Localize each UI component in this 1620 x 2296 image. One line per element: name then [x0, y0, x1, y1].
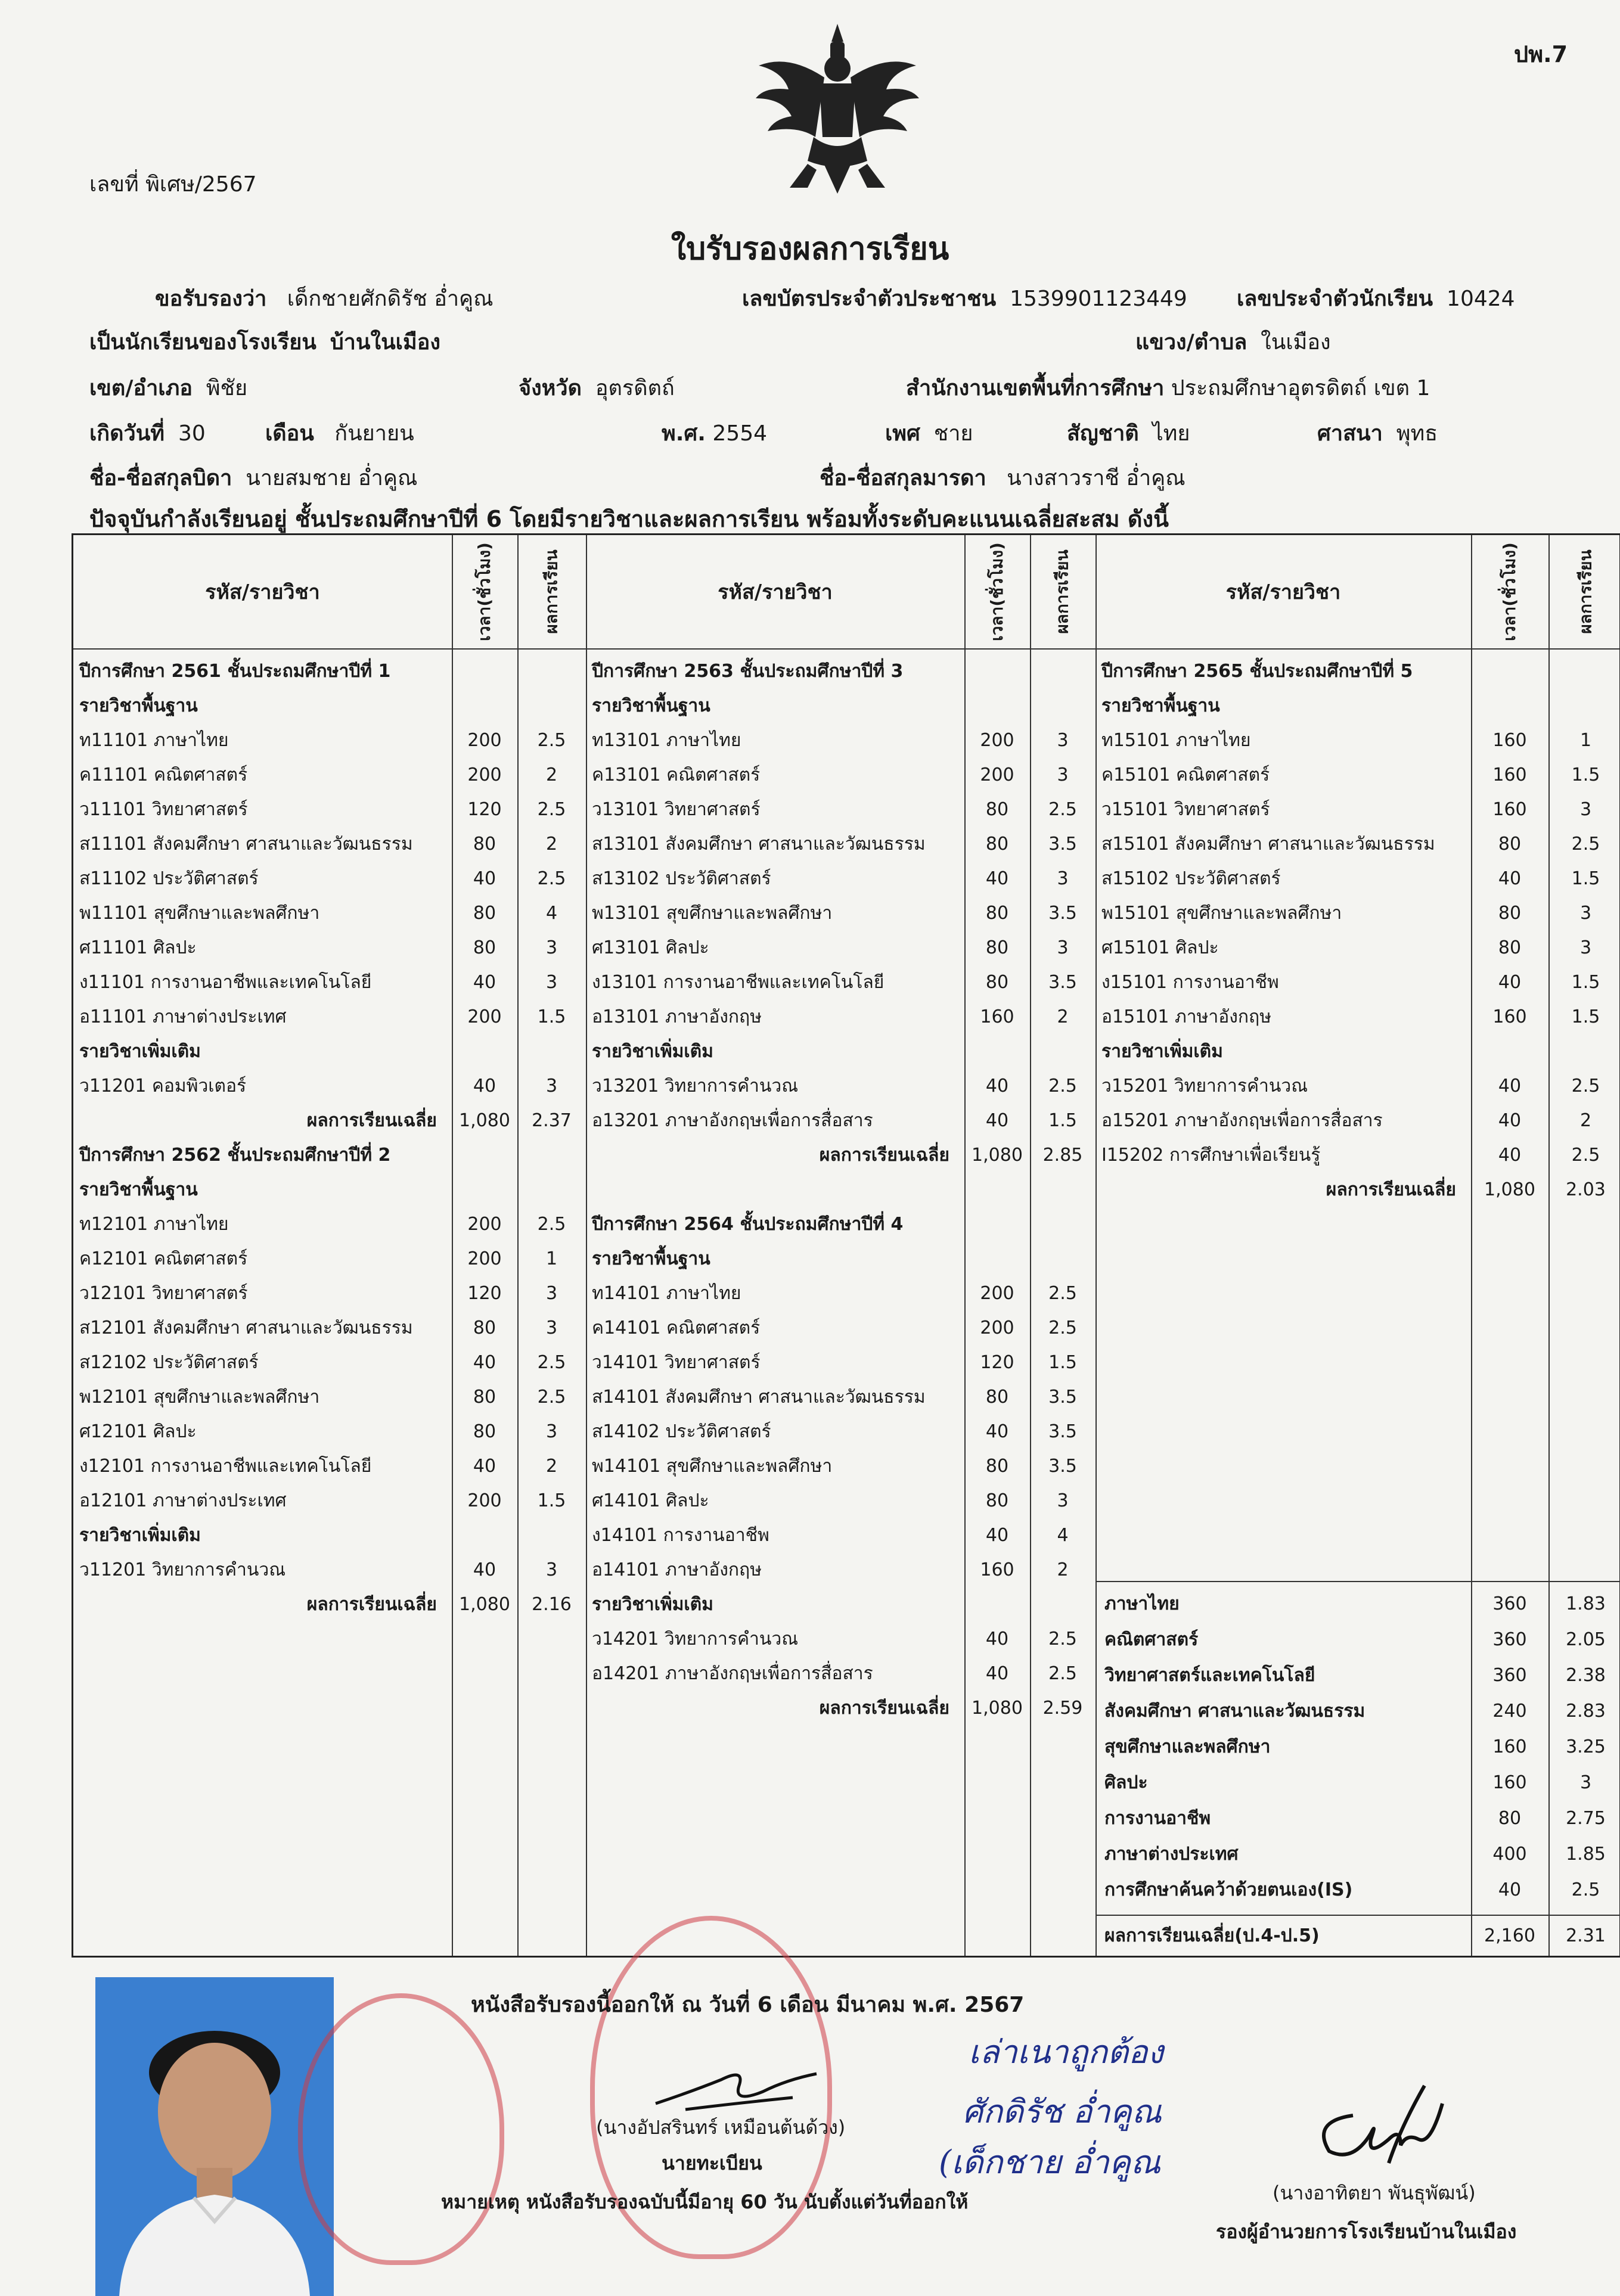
- area-hours: 240: [1492, 1701, 1527, 1722]
- subject-name: ศ15101 ศิลปะ: [1101, 937, 1219, 958]
- subject-hours: 200: [467, 1248, 502, 1269]
- subject-grade: 3.5: [1048, 1387, 1077, 1408]
- subject-grade: 3: [1579, 937, 1592, 958]
- subject-hours: 40: [1498, 868, 1522, 889]
- header-subject-1: รหัส/รายวิชา: [205, 580, 320, 604]
- subject-name: ส12102 ประวัติศาสตร์: [79, 1352, 259, 1373]
- subject-name: อ13201 ภาษาอังกฤษเพื่อการสื่อสาร: [592, 1110, 873, 1131]
- subject-name: อ14201 ภาษาอังกฤษเพื่อการสื่อสาร: [592, 1663, 873, 1684]
- subject-hours: 200: [980, 730, 1014, 751]
- year-average-label: ผลการเรียนเฉลี่ย: [306, 1110, 437, 1131]
- subject-grade: 3: [545, 937, 558, 958]
- subject-hours: 40: [1498, 1076, 1522, 1096]
- subject-hours: 80: [985, 799, 1009, 820]
- subject-grade: 3.5: [1048, 972, 1077, 993]
- section-heading: ปีการศึกษา 2563 ชั้นประถมศึกษาปีที่ 3: [592, 661, 904, 682]
- area-hours: 360: [1492, 1665, 1527, 1686]
- header-hours-2: เวลา(ชั่วโมง): [987, 542, 1007, 641]
- area-hours: 360: [1492, 1629, 1527, 1650]
- subject-name: ว14101 วิทยาศาสตร์: [592, 1352, 761, 1373]
- subject-grade: 1.5: [1048, 1110, 1077, 1131]
- school-line: เป็นนักเรียนของโรงเรียน บ้านในเมือง: [89, 330, 440, 355]
- area-name: สุขศึกษาและพลศึกษา: [1104, 1736, 1271, 1757]
- form-code: ปพ.7: [1514, 41, 1568, 67]
- subject-grade: 1.5: [1571, 868, 1600, 889]
- father-name: นายสมชาย อ่ำคูณ: [246, 466, 418, 490]
- student-number: 10424: [1447, 287, 1515, 311]
- subject-name: พ14101 สุขศึกษาและพลศึกษา: [592, 1456, 833, 1477]
- student-name: เด็กชายศักดิรัช อ่ำคูณ: [287, 287, 494, 311]
- section-heading: รายวิชาเพิ่มเติม: [592, 1594, 713, 1615]
- section-heading: รายวิชาพื้นฐาน: [592, 695, 710, 716]
- mother-line: ชื่อ-ชื่อสกุลมารดา นางสาวราชี อ่ำคูณ: [820, 466, 1185, 490]
- subject-grade: 2.5: [537, 1214, 566, 1235]
- registrar-title: นายทะเบียน: [662, 2152, 762, 2174]
- subject-name: อ14101 ภาษาอังกฤษ: [592, 1559, 762, 1580]
- section-heading: ปีการศึกษา 2565 ชั้นประถมศึกษาปีที่ 5: [1101, 661, 1413, 682]
- subject-grade: 1: [1579, 730, 1592, 751]
- subject-name: อ13101 ภาษาอังกฤษ: [592, 1006, 762, 1027]
- subject-hours: 80: [473, 1387, 496, 1408]
- section-heading: รายวิชาพื้นฐาน: [79, 1179, 198, 1200]
- subject-hours: 40: [473, 972, 496, 993]
- year-total-hours: 1,080: [972, 1698, 1023, 1719]
- subject-grade: 3: [545, 972, 558, 993]
- id-card-number: 1539901123449: [1010, 287, 1187, 311]
- subject-grade: 2.5: [1048, 1283, 1077, 1304]
- section-heading: รายวิชาพื้นฐาน: [1101, 695, 1220, 716]
- subject-hours: 40: [985, 1110, 1009, 1131]
- subject-grade: 3: [545, 1076, 558, 1096]
- subject-grade: 2.5: [537, 1352, 566, 1373]
- year-average-grade: 2.85: [1042, 1145, 1083, 1166]
- subject-name: พ15101 สุขศึกษาและพลศึกษา: [1101, 903, 1342, 924]
- year-total-hours: 1,080: [459, 1110, 510, 1131]
- year-average-label: ผลการเรียนเฉลี่ย: [819, 1698, 949, 1719]
- subject-grade: 2: [1579, 1110, 1592, 1131]
- subject-grade: 1.5: [1571, 1006, 1600, 1027]
- subject-hours: 40: [985, 1076, 1009, 1096]
- subject-hours: 40: [985, 1629, 1009, 1649]
- subject-hours: 200: [980, 765, 1014, 785]
- subject-name: ส13101 สังคมศึกษา ศาสนาและวัฒนธรรม: [592, 834, 926, 855]
- header-grade-1: ผลการเรียน: [541, 549, 561, 634]
- area: ประถมศึกษาอุตรดิตถ์ เขต 1: [1171, 376, 1430, 400]
- subject-name: อ12101 ภาษาต่างประเทศ: [79, 1490, 287, 1511]
- mother-name: นางสาวราชี อ่ำคูณ: [1007, 466, 1185, 490]
- area-grade: 3.25: [1566, 1736, 1606, 1757]
- sex-line: เพศ ชาย: [885, 421, 973, 446]
- subject-name: ท12101 ภาษาไทย: [79, 1214, 229, 1235]
- subject-name: ศ13101 ศิลปะ: [592, 937, 709, 958]
- handwritten-certify: เล่าเนาถูกต้อง: [969, 2033, 1163, 2071]
- subject-grade: 3.5: [1048, 1421, 1077, 1442]
- subject-name: ส11102 ประวัติศาสตร์: [79, 868, 259, 889]
- area-name: ศิลปะ: [1104, 1772, 1148, 1793]
- issued-date: หนังสือรับรองนี้ออกให้ ณ วันที่ 6 เดือน มีนาคม พ.ศ. 2567: [471, 1993, 1025, 2017]
- subject-hours: 200: [980, 1283, 1014, 1304]
- subject-name: ง12101 การงานอาชีพและเทคโนโลยี: [79, 1456, 372, 1477]
- religion-line: ศาสนา พุทธ: [1317, 421, 1438, 446]
- subject-name: อ15101 ภาษาอังกฤษ: [1101, 1006, 1271, 1027]
- subject-grade: 3: [1057, 765, 1069, 785]
- religion: พุทธ: [1396, 421, 1438, 446]
- subject-grade: 3: [1057, 1490, 1069, 1511]
- subject-hours: 120: [467, 1283, 502, 1304]
- subject-hours: 80: [985, 937, 1009, 958]
- handwritten-name-2: (เด็กชาย อ่ำคูณ: [939, 2143, 1161, 2181]
- section-heading: รายวิชาเพิ่มเติม: [592, 1041, 713, 1062]
- province-line: จังหวัด อุตรดิตถ์: [519, 376, 675, 400]
- area-hours: 40: [1498, 1879, 1522, 1900]
- subject-grade: 2.5: [1048, 799, 1077, 820]
- year-average-grade: 2.37: [532, 1110, 572, 1131]
- subject-grade: 3: [1057, 937, 1069, 958]
- subject-name: ส13102 ประวัติศาสตร์: [592, 868, 771, 889]
- subject-name: ส14102 ประวัติศาสตร์: [592, 1421, 771, 1442]
- certify-line: ขอรับรองว่า เด็กชายศักดิรัช อ่ำคูณ: [155, 287, 494, 311]
- subject-hours: 80: [1498, 834, 1522, 855]
- subject-grade: 1.5: [1048, 1352, 1077, 1373]
- subject-hours: 40: [473, 1076, 496, 1096]
- section-heading: ปีการศึกษา 2562 ชั้นประถมศึกษาปีที่ 2: [79, 1145, 391, 1166]
- section-heading: รายวิชาพื้นฐาน: [79, 695, 198, 716]
- subject-grade: 3: [1579, 903, 1592, 924]
- section-heading: รายวิชาเพิ่มเติม: [79, 1041, 201, 1062]
- handwritten-name: ศักดิรัช อ่ำคูณ: [963, 2093, 1162, 2130]
- id-card-line: เลขบัตรประจำตัวประชาชน 1539901123449: [742, 287, 1187, 311]
- subject-name: พ12101 สุขศึกษาและพลศึกษา: [79, 1387, 320, 1408]
- subject-grade: 2.5: [1048, 1076, 1077, 1096]
- deputy-name: (นางอาทิตยา พันธุพัฒน์): [1273, 2182, 1476, 2204]
- subject-name: พ13101 สุขศึกษาและพลศึกษา: [592, 903, 833, 924]
- subject-grade: 3.5: [1048, 903, 1077, 924]
- subject-grade: 3: [545, 1283, 558, 1304]
- area-name: วิทยาศาสตร์และเทคโนโลยี: [1104, 1665, 1315, 1686]
- subject-hours: 80: [473, 1318, 496, 1338]
- area-hours: 360: [1492, 1593, 1527, 1614]
- section-heading: รายวิชาพื้นฐาน: [592, 1248, 710, 1269]
- subject-name: ศ14101 ศิลปะ: [592, 1490, 709, 1511]
- subdistrict-line: แขวง/ตำบล ในเมือง: [1135, 330, 1331, 355]
- subject-grade: 2.5: [1048, 1663, 1077, 1684]
- subject-name: ค13101 คณิตศาสตร์: [592, 765, 761, 785]
- subject-name: ค11101 คณิตศาสตร์: [79, 765, 248, 785]
- subject-hours: 120: [467, 799, 502, 820]
- subject-grade: 4: [545, 903, 558, 924]
- area-name: คณิตศาสตร์: [1104, 1629, 1199, 1650]
- year-average-grade: 2.16: [532, 1594, 572, 1615]
- subject-hours: 160: [980, 1006, 1014, 1027]
- subject-name: ส11101 สังคมศึกษา ศาสนาและวัฒนธรรม: [79, 834, 413, 855]
- year-average-label: ผลการเรียนเฉลี่ย: [1326, 1179, 1456, 1200]
- subject-hours: 80: [985, 903, 1009, 924]
- area-hours: 400: [1492, 1844, 1527, 1865]
- subject-name: ว11201 คอมพิวเตอร์: [79, 1076, 247, 1096]
- subject-name: ศ11101 ศิลปะ: [79, 937, 197, 958]
- year-total-hours: 1,080: [1484, 1179, 1535, 1200]
- subject-grade: 3: [1579, 799, 1592, 820]
- subject-hours: 40: [985, 1421, 1009, 1442]
- subject-name: ง13101 การงานอาชีพและเทคโนโลยี: [592, 972, 885, 993]
- subject-name: ค14101 คณิตศาสตร์: [592, 1318, 761, 1338]
- subject-grade: 1.5: [1571, 765, 1600, 785]
- subject-hours: 80: [473, 903, 496, 924]
- section-heading: รายวิชาเพิ่มเติม: [79, 1525, 201, 1546]
- header-grade-3: ผลการเรียน: [1575, 549, 1596, 634]
- subject-hours: 200: [467, 730, 502, 751]
- area-grade: 2.05: [1566, 1629, 1606, 1650]
- subject-hours: 40: [985, 1525, 1009, 1546]
- header-divider: [73, 648, 1619, 650]
- subject-name: ท11101 ภาษาไทย: [79, 730, 229, 751]
- subject-grade: 2.5: [537, 799, 566, 820]
- subject-hours: 160: [1492, 1006, 1527, 1027]
- school-name: บ้านในเมือง: [330, 330, 440, 355]
- subject-name: ว13201 วิทยาการคำนวณ: [592, 1076, 799, 1096]
- subject-grade: 2: [1057, 1006, 1069, 1027]
- overall-average-label: ผลการเรียนเฉลี่ย(ป.4-ป.5): [1104, 1925, 1320, 1946]
- subject-grade: 2.5: [1048, 1318, 1077, 1338]
- subject-grade: 3: [545, 1318, 558, 1338]
- subject-hours: 160: [1492, 765, 1527, 785]
- subject-grade: 1.5: [537, 1006, 566, 1027]
- section-heading: ปีการศึกษา 2564 ชั้นประถมศึกษาปีที่ 4: [592, 1214, 904, 1235]
- registrar-signature-icon: [650, 2050, 828, 2121]
- subject-hours: 40: [985, 1663, 1009, 1684]
- subject-grade: 1.5: [1571, 972, 1600, 993]
- subject-name: ว11201 วิทยาการคำนวณ: [79, 1559, 286, 1580]
- subject-hours: 40: [1498, 1110, 1522, 1131]
- district: พิชัย: [206, 376, 248, 400]
- year-average-grade: 2.59: [1042, 1698, 1083, 1719]
- header-hours-1: เวลา(ชั่วโมง): [474, 542, 495, 641]
- subject-name: ว15201 วิทยาการคำนวณ: [1101, 1076, 1308, 1096]
- subject-name: ว12101 วิทยาศาสตร์: [79, 1283, 248, 1304]
- subject-hours: 40: [1498, 1145, 1522, 1166]
- area-name: ภาษาต่างประเทศ: [1104, 1844, 1239, 1865]
- birth-day: 30: [178, 421, 206, 446]
- subject-grade: 2: [545, 834, 558, 855]
- deputy-title: รองผู้อำนวยการโรงเรียนบ้านในเมือง: [1216, 2220, 1517, 2243]
- school-seal-left-icon: [298, 1993, 504, 2265]
- subject-grade: 1.5: [537, 1490, 566, 1511]
- area-grade: 2.5: [1571, 1879, 1600, 1900]
- subject-hours: 40: [473, 1456, 496, 1477]
- subject-grade: 2.5: [1571, 834, 1600, 855]
- document-title: ใบรับรองผลการเรียน: [671, 231, 949, 267]
- sex: ชาย: [933, 421, 973, 446]
- subject-hours: 80: [1498, 937, 1522, 958]
- subject-name: ค12101 คณิตศาสตร์: [79, 1248, 248, 1269]
- subject-name: อ15201 ภาษาอังกฤษเพื่อการสื่อสาร: [1101, 1110, 1383, 1131]
- subject-hours: 40: [473, 1352, 496, 1373]
- year-total-hours: 1,080: [459, 1594, 510, 1615]
- subject-hours: 200: [467, 1214, 502, 1235]
- area-grade: 1.83: [1566, 1593, 1606, 1614]
- subject-hours: 200: [980, 1318, 1014, 1338]
- subject-hours: 160: [980, 1559, 1014, 1580]
- year-average-label: ผลการเรียนเฉลี่ย: [819, 1145, 949, 1166]
- subject-name: ศ12101 ศิลปะ: [79, 1421, 197, 1442]
- subject-name: พ11101 สุขศึกษาและพลศึกษา: [79, 903, 320, 924]
- overall-grade: 2.31: [1566, 1925, 1606, 1946]
- subject-name: ว11101 วิทยาศาสตร์: [79, 799, 248, 820]
- area-hours: 160: [1492, 1736, 1527, 1757]
- subject-grade: 2.5: [1571, 1076, 1600, 1096]
- subject-hours: 200: [467, 1490, 502, 1511]
- area-grade: 2.38: [1566, 1665, 1606, 1686]
- subject-grade: 3: [545, 1421, 558, 1442]
- subject-hours: 80: [985, 1490, 1009, 1511]
- subject-name: ว13101 วิทยาศาสตร์: [592, 799, 761, 820]
- subject-hours: 200: [467, 1006, 502, 1027]
- subject-name: ท15101 ภาษาไทย: [1101, 730, 1251, 751]
- subject-grade: 3: [1057, 868, 1069, 889]
- subject-name: ว14201 วิทยาการคำนวณ: [592, 1629, 799, 1649]
- subject-grade: 1: [545, 1248, 558, 1269]
- subject-hours: 40: [473, 868, 496, 889]
- section-heading: ปีการศึกษา 2561 ชั้นประถมศึกษาปีที่ 1: [79, 661, 391, 682]
- nationality: ไทย: [1152, 421, 1190, 446]
- subject-hours: 200: [467, 765, 502, 785]
- subject-name: ว15101 วิทยาศาสตร์: [1101, 799, 1270, 820]
- overall-divider: [1095, 1915, 1620, 1916]
- district-line: เขต/อำเภอ พิชัย: [89, 376, 248, 400]
- subject-grade: 2.5: [1571, 1145, 1600, 1166]
- subject-name: ส14101 สังคมศึกษา ศาสนาและวัฒนธรรม: [592, 1387, 926, 1408]
- section-heading: รายวิชาเพิ่มเติม: [1101, 1041, 1223, 1062]
- document-number: เลขที่ พิเศษ/2567: [89, 172, 257, 197]
- subject-grade: 3: [1057, 730, 1069, 751]
- area-hours: 160: [1492, 1772, 1527, 1793]
- birth-year-line: พ.ศ. 2554: [662, 421, 768, 446]
- area-line: สำนักงานเขตพื้นที่การศึกษา ประถมศึกษาอุตรดิตถ์ เขต 1: [906, 376, 1430, 400]
- birth-month: กันยายน: [334, 421, 414, 446]
- subject-hours: 80: [473, 834, 496, 855]
- area-name: ภาษาไทย: [1104, 1593, 1180, 1614]
- subject-hours: 80: [473, 1421, 496, 1442]
- subject-name: ส15101 สังคมศึกษา ศาสนาและวัฒนธรรม: [1101, 834, 1435, 855]
- subject-name: อ11101 ภาษาต่างประเทศ: [79, 1006, 287, 1027]
- note: หมายเหตุ หนังสือรับรองฉบับนี้มีอายุ 60 วัน นับตั้งแต่วันที่ออกให้: [441, 2191, 969, 2213]
- area-name: การงานอาชีพ: [1104, 1808, 1211, 1829]
- subject-hours: 80: [985, 1387, 1009, 1408]
- area-grade: 2.75: [1566, 1808, 1606, 1829]
- student-no-line: เลขประจำตัวนักเรียน 10424: [1237, 287, 1515, 311]
- year-total-hours: 1,080: [972, 1145, 1023, 1166]
- header-subject-2: รหัส/รายวิชา: [718, 580, 833, 604]
- summary-line: ปัจจุบันกำลังเรียนอยู่ ชั้นประถมศึกษาปีที่ 6 โดยมีรายวิชาและผลการเรียน พร้อมทั้งระดับคะแนนเฉลี่ยสะสม ดังนี้: [89, 506, 1169, 532]
- subject-name: ง11101 การงานอาชีพและเทคโนโลยี: [79, 972, 372, 993]
- subject-grade: 2.5: [1048, 1629, 1077, 1649]
- subject-name: ท13101 ภาษาไทย: [592, 730, 741, 751]
- subject-hours: 80: [1498, 903, 1522, 924]
- subject-hours: 40: [1498, 972, 1522, 993]
- subject-name: I15202 การศึกษาเพื่อเรียนรู้: [1101, 1145, 1321, 1166]
- subject-grade: 2.5: [537, 868, 566, 889]
- birth-month-line: เดือน กันยายน: [265, 421, 414, 446]
- subject-grade: 2.5: [537, 730, 566, 751]
- subject-hours: 40: [473, 1559, 496, 1580]
- subdistrict: ในเมือง: [1261, 330, 1331, 355]
- header-subject-3: รหัส/รายวิชา: [1225, 580, 1341, 604]
- subject-name: ส12101 สังคมศึกษา ศาสนาและวัฒนธรรม: [79, 1318, 413, 1338]
- subject-hours: 80: [985, 1456, 1009, 1477]
- header-hours-3: เวลา(ชั่วโมง): [1500, 542, 1520, 641]
- subject-hours: 80: [985, 972, 1009, 993]
- subject-grade: 4: [1057, 1525, 1069, 1546]
- year-average-label: ผลการเรียนเฉลี่ย: [306, 1594, 437, 1615]
- overall-hours: 2,160: [1484, 1925, 1535, 1946]
- area-hours: 80: [1498, 1808, 1522, 1829]
- garuda-emblem-icon: [748, 18, 927, 203]
- subject-hours: 160: [1492, 730, 1527, 751]
- nationality-line: สัญชาติ ไทย: [1067, 421, 1190, 446]
- subject-hours: 40: [985, 868, 1009, 889]
- grades-table: [72, 533, 1620, 1958]
- subject-grade: 3.5: [1048, 834, 1077, 855]
- registrar-name: (นางอัปสรินทร์ เหมือนต้นด้วง): [596, 2116, 846, 2139]
- area-name: สังคมศึกษา ศาสนาและวัฒนธรรม: [1104, 1701, 1365, 1722]
- area-grade: 1.85: [1566, 1844, 1606, 1865]
- subject-grade: 3.5: [1048, 1456, 1077, 1477]
- subject-hours: 80: [985, 834, 1009, 855]
- father-line: ชื่อ-ชื่อสกุลบิดา นายสมชาย อ่ำคูณ: [89, 466, 418, 490]
- subject-hours: 160: [1492, 799, 1527, 820]
- birth-day-line: เกิดวันที่ 30: [89, 421, 206, 446]
- subject-name: ง14101 การงานอาชีพ: [592, 1525, 769, 1546]
- subject-name: ส15102 ประวัติศาสตร์: [1101, 868, 1281, 889]
- area-grade: 2.83: [1566, 1701, 1606, 1722]
- year-average-grade: 2.03: [1566, 1179, 1606, 1200]
- header-grade-2: ผลการเรียน: [1053, 549, 1072, 634]
- area-name: การศึกษาค้นคว้าด้วยตนเอง(IS): [1104, 1879, 1353, 1900]
- subject-grade: 3: [545, 1559, 558, 1580]
- subject-name: ง15101 การงานอาชีพ: [1101, 972, 1279, 993]
- deputy-signature-icon: [1305, 2080, 1472, 2169]
- birth-year: 2554: [712, 421, 768, 446]
- area-grade: 3: [1579, 1772, 1592, 1793]
- subject-grade: 2: [545, 765, 558, 785]
- subject-hours: 120: [980, 1352, 1014, 1373]
- province: อุตรดิตถ์: [595, 376, 675, 400]
- subject-grade: 2: [1057, 1559, 1069, 1580]
- subject-name: ท14101 ภาษาไทย: [592, 1283, 741, 1304]
- subject-hours: 80: [473, 937, 496, 958]
- subject-grade: 2.5: [537, 1387, 566, 1408]
- subject-name: ค15101 คณิตศาสตร์: [1101, 765, 1270, 785]
- subject-grade: 2: [545, 1456, 558, 1477]
